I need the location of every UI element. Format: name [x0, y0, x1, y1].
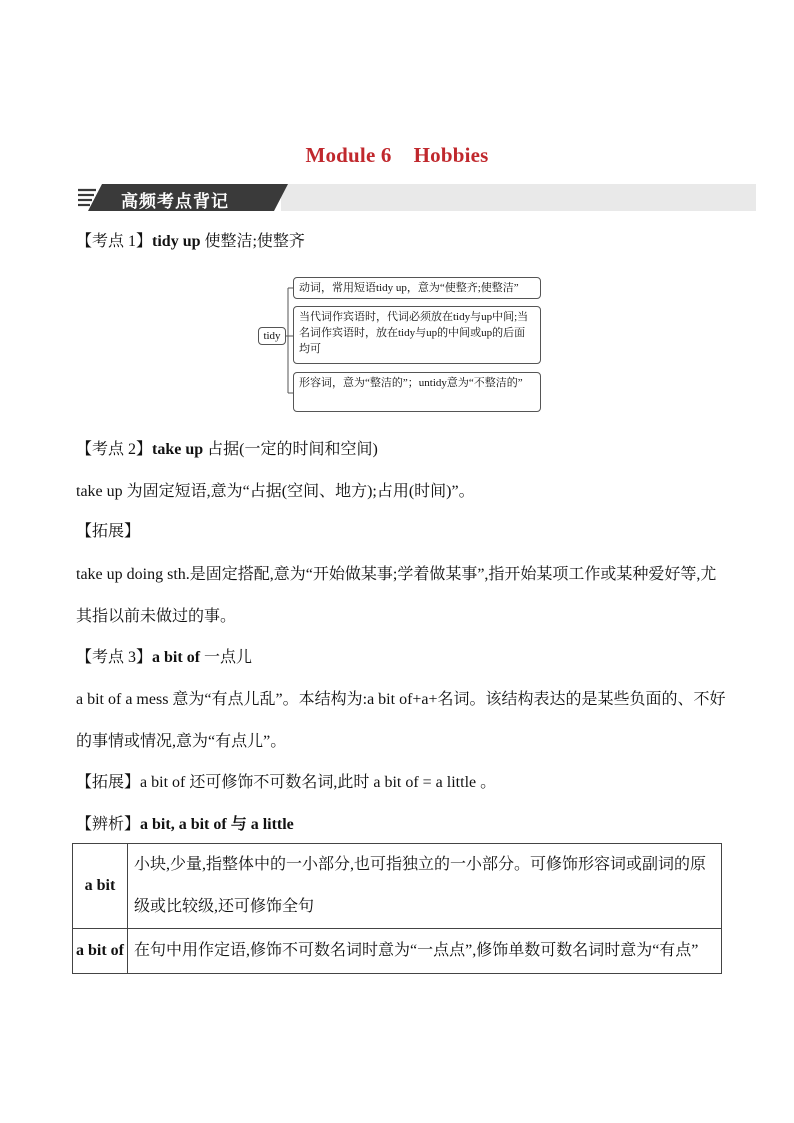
page-title: [0, 143, 794, 168]
point2-extension-text: take up doing sth.是固定搭配,意为“开始做某事;学着做某事”,指开始某项工作或某种爱好等,尤其指以前未做过的事。: [76, 566, 717, 625]
point3-extension-text: a bit of 还可修饰不可数名词,此时 a bit of = a little 。: [140, 774, 497, 791]
point2-heading: [76, 440, 378, 460]
module-topic: Hobbies: [413, 143, 489, 167]
point2-text: take up 为固定短语,意为“占据(空间、地方);占用(时间)”。: [76, 483, 475, 500]
diagram-node-adjective: 形容词，意为“整洁的”；untidy意为“不整洁的”: [293, 372, 541, 412]
point3-meaning: 一点儿: [204, 649, 253, 666]
point1-heading: [76, 232, 305, 252]
point3-comparison-tag: 【辨析】: [76, 816, 141, 833]
table-row: [73, 929, 722, 974]
diagram-node-object: 当代词作宾语时，代词必须放在tidy与up中间;当名词作宾语时，放在tidy与up的中间或up的后面均可: [293, 306, 541, 364]
point2-tag: 【考点 2】: [76, 441, 153, 458]
table-key: a bit of: [73, 929, 128, 974]
point3-phrase: a bit of: [152, 649, 201, 666]
point2-phrase: take up: [152, 441, 204, 458]
table-row: [73, 844, 722, 929]
diagram-node-verb: 动词，常用短语tidy up，意为“使整齐;使整洁”: [293, 277, 541, 299]
hatch-icon: [76, 187, 98, 208]
point2-meaning: 占据(一定的时间和空间): [207, 441, 378, 458]
section-banner: [76, 184, 756, 211]
point3-text: a bit of a mess 意为“有点儿乱”。本结构为:a bit of+a+名词。该结构表达的是某些负面的、不好的事情或情况,意为“有点儿”。: [76, 691, 726, 750]
point1-meaning: 使整洁;使整齐: [204, 233, 305, 250]
point1-tag: 【考点 1】: [76, 233, 153, 250]
comparison-table: [72, 843, 722, 974]
point3-comparison: [76, 815, 294, 835]
point2-extension-tag: 【拓展】: [76, 523, 141, 540]
point3-extension: [76, 773, 496, 793]
point1-phrase: tidy up: [152, 233, 201, 250]
table-value: 在句中用作定语,修饰不可数名词时意为“一点点”,修饰单数可数名词时意为“有点”: [128, 929, 722, 974]
banner-stripe: [281, 184, 756, 211]
module-label: Module 6: [305, 143, 392, 167]
table-value: 小块,少量,指整体中的一小部分,也可指独立的一小部分。可修饰形容词或副词的原级或比较级,还可修饰全句: [128, 844, 722, 929]
point3-extension-tag: 【拓展】: [76, 774, 141, 791]
banner-label: 高频考点背记: [121, 192, 229, 212]
tidy-diagram: [256, 272, 546, 417]
diagram-root: tidy: [258, 327, 286, 345]
point3-heading: [76, 648, 252, 668]
table-key: a bit: [73, 844, 128, 929]
point3-tag: 【考点 3】: [76, 649, 153, 666]
point3-comparison-text: a bit, a bit of 与 a little: [140, 816, 294, 833]
